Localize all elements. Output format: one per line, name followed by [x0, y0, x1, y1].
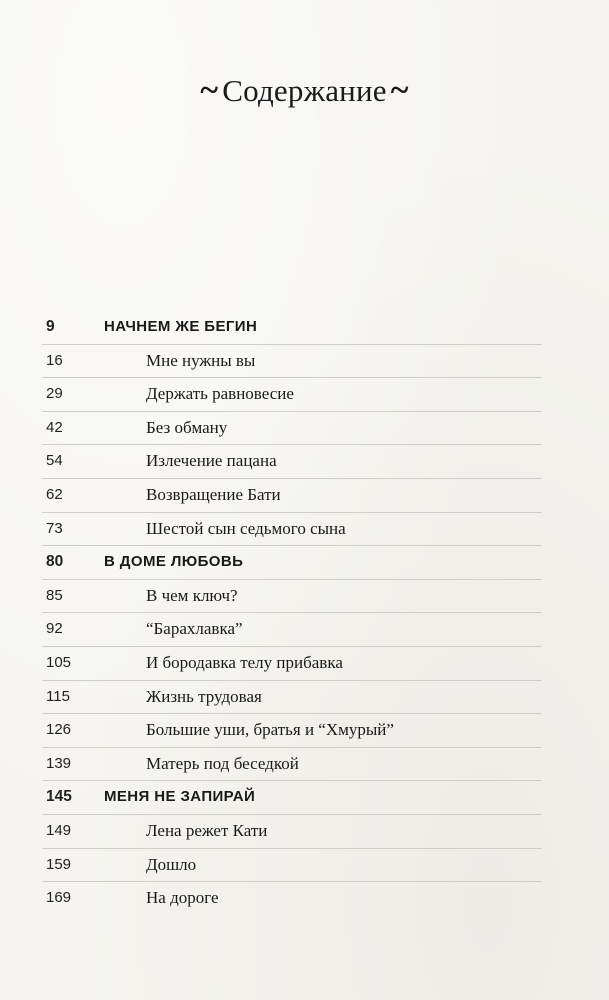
toc-chapter-row	[42, 748, 542, 782]
toc-chapter-title: Лена режет Кати	[146, 820, 268, 840]
toc-page-number: 115	[46, 687, 70, 705]
page-title	[0, 72, 609, 110]
toc-page-number: 126	[46, 721, 72, 739]
toc-chapter-title: Возвращение Бати	[146, 484, 281, 504]
toc-chapter-title: Мне нужны вы	[146, 350, 256, 370]
toc-part-title: НАЧНЕМ ЖЕ БЕГИН	[104, 318, 258, 335]
toc-page-number: 16	[46, 351, 63, 369]
toc-page-number: 92	[46, 620, 63, 638]
toc-page-number: 169	[46, 889, 72, 907]
title-text: Содержание	[222, 73, 387, 108]
toc-chapter-title: Излечение пацана	[146, 451, 277, 471]
toc-chapter-row	[42, 815, 542, 849]
toc-chapter-row	[42, 412, 542, 446]
toc-page-number: 149	[46, 821, 72, 839]
table-of-contents	[42, 311, 542, 915]
title-ornament-right: ~	[390, 72, 409, 109]
toc-chapter-title: Шестой сын седьмого сына	[146, 518, 346, 538]
toc-page-number: 105	[46, 653, 72, 671]
toc-page-number: 54	[46, 452, 63, 470]
toc-page-number: 145	[46, 788, 72, 806]
toc-chapter-row	[42, 378, 542, 412]
toc-page-number: 29	[46, 385, 63, 403]
toc-chapter-title: В чем ключ?	[146, 585, 238, 605]
toc-chapter-title: На дороге	[146, 888, 219, 908]
title-ornament-left: ~	[200, 72, 219, 109]
toc-chapter-row	[42, 613, 542, 647]
toc-chapter-row	[42, 681, 542, 715]
toc-page-number: 159	[46, 855, 72, 873]
toc-chapter-title: И бородавка телу прибавка	[146, 652, 343, 672]
toc-part-row	[42, 311, 542, 345]
toc-chapter-title: Матерь под беседкой	[146, 753, 299, 773]
toc-part-row	[42, 781, 542, 815]
toc-page-number: 62	[46, 485, 63, 503]
toc-chapter-row	[42, 882, 542, 915]
toc-chapter-row	[42, 345, 542, 379]
toc-chapter-row	[42, 479, 542, 513]
toc-page-number: 85	[46, 586, 63, 604]
toc-chapter-row	[42, 445, 542, 479]
toc-chapter-row	[42, 513, 542, 547]
toc-chapter-title: Дошло	[146, 854, 197, 874]
toc-page-number: 80	[46, 553, 64, 571]
toc-chapter-row	[42, 714, 542, 748]
toc-chapter-title: Жизнь трудовая	[146, 686, 262, 706]
toc-part-title: В ДОМЕ ЛЮБОВЬ	[104, 553, 244, 571]
toc-chapter-title: “Барахлавка”	[146, 619, 243, 639]
toc-chapter-row	[42, 647, 542, 681]
toc-chapter-title: Держать равновесие	[146, 384, 294, 404]
toc-chapter-title: Без обману	[146, 417, 228, 437]
toc-page-number: 73	[46, 519, 63, 537]
toc-page-number: 42	[46, 418, 63, 436]
toc-chapter-row	[42, 580, 542, 614]
toc-page-number: 139	[46, 754, 72, 772]
toc-part-title: МЕНЯ НЕ ЗАПИРАЙ	[104, 788, 256, 806]
toc-page-number: 9	[46, 318, 55, 335]
toc-chapter-row	[42, 849, 542, 883]
toc-chapter-title: Большие уши, братья и “Хмурый”	[146, 720, 394, 740]
toc-part-row	[42, 546, 542, 580]
